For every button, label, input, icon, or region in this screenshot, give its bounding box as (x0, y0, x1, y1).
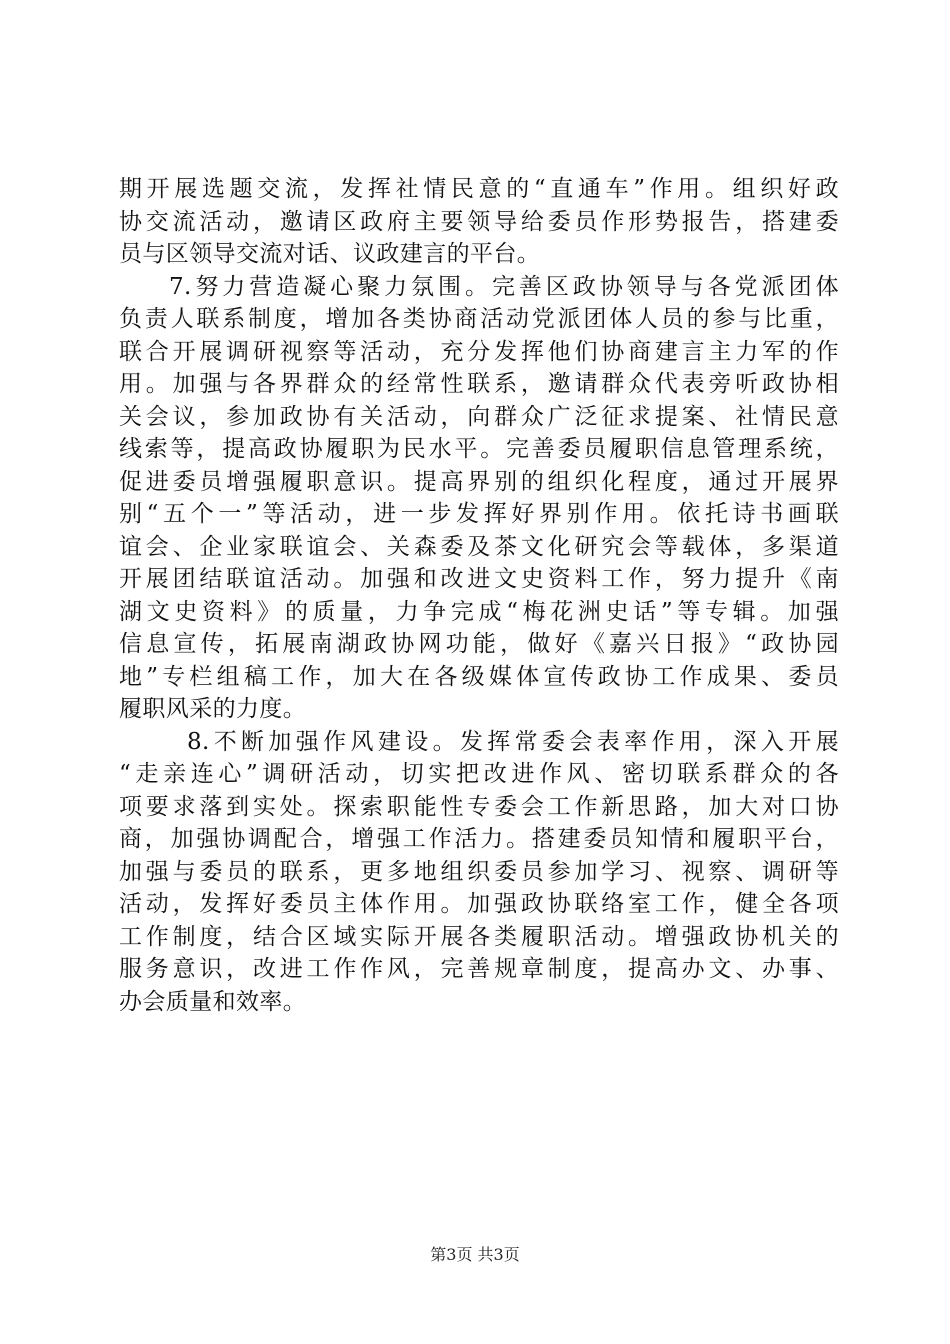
body-line: 用。加强与各界群众的经常性联系，邀请群众代表旁听政协相 (119, 371, 839, 397)
body-line: 商，加强协调配合，增强工作活力。搭建委员知情和履职平台， (119, 826, 839, 852)
body-line: 项要求落到实处。探索职能性专委会工作新思路，加大对口协 (119, 793, 839, 820)
body-line: 谊会、企业家联谊会、关森委及茶文化研究会等载体，多渠道 (119, 533, 839, 560)
body-line: 加强与委员的联系，更多地组织委员参加学习、视察、调研等 (119, 858, 839, 885)
body-line: 履职风采的力度。 (119, 696, 307, 722)
paragraph-7-first-line: 7.努力营造凝心聚力氛围。完善区政协领导与各党派团体 (169, 273, 839, 300)
body-line: 湖文史资料》的质量，力争完成“梅花洲史话”等专辑。加强 (119, 598, 839, 625)
body-line: 信息宣传，拓展南湖政协网功能，做好《嘉兴日报》“政协园 (119, 631, 839, 657)
body-line: 办会质量和效率。 (119, 988, 307, 1015)
body-line: 地”专栏组稿工作，加大在各级媒体宣传政协工作成果、委员 (119, 663, 839, 690)
body-line: 联合开展调研视察等活动，充分发挥他们协商建言主力军的作 (119, 338, 839, 365)
body-line: 关会议，参加政协有关活动，向群众广泛征求提案、社情民意 (119, 403, 839, 430)
body-line: 负责人联系制度，增加各类协商活动党派团体人员的参与比重， (119, 306, 839, 332)
body-line: 促进委员增强履职意识。提高界别的组织化程度，通过开展界 (119, 468, 839, 495)
body-line: 协交流活动，邀请区政府主要领导给委员作形势报告，搭建委 (119, 208, 839, 235)
body-line: 别“五个一”等活动，进一步发挥好界别作用。依托诗书画联 (119, 501, 839, 527)
document-body (119, 173, 839, 1018)
body-line: 活动，发挥好委员主体作用。加强政协联络室工作，健全各项 (119, 891, 839, 917)
body-line: 开展团结联谊活动。加强和改进文史资料工作，努力提升《南 (119, 566, 839, 592)
body-line: 工作制度，结合区域实际开展各类履职活动。增强政协机关的 (119, 923, 839, 950)
body-line: 期开展选题交流，发挥社情民意的“直通车”作用。组织好政 (119, 176, 839, 202)
body-line: 线索等，提高政协履职为民水平。完善委员履职信息管理系统， (119, 436, 839, 462)
body-line: “走亲连心”调研活动，切实把改进作风、密切联系群众的各 (119, 761, 839, 787)
paragraph-8-first-line: 8.不断加强作风建设。发挥常委会表率作用，深入开展 (187, 728, 839, 755)
body-line: 服务意识，改进工作作风，完善规章制度，提高办文、办事、 (119, 956, 839, 982)
page-number-footer: 第3页 共3页 (430, 1245, 520, 1264)
body-line: 员与区领导交流对话、议政建言的平台。 (119, 241, 541, 267)
